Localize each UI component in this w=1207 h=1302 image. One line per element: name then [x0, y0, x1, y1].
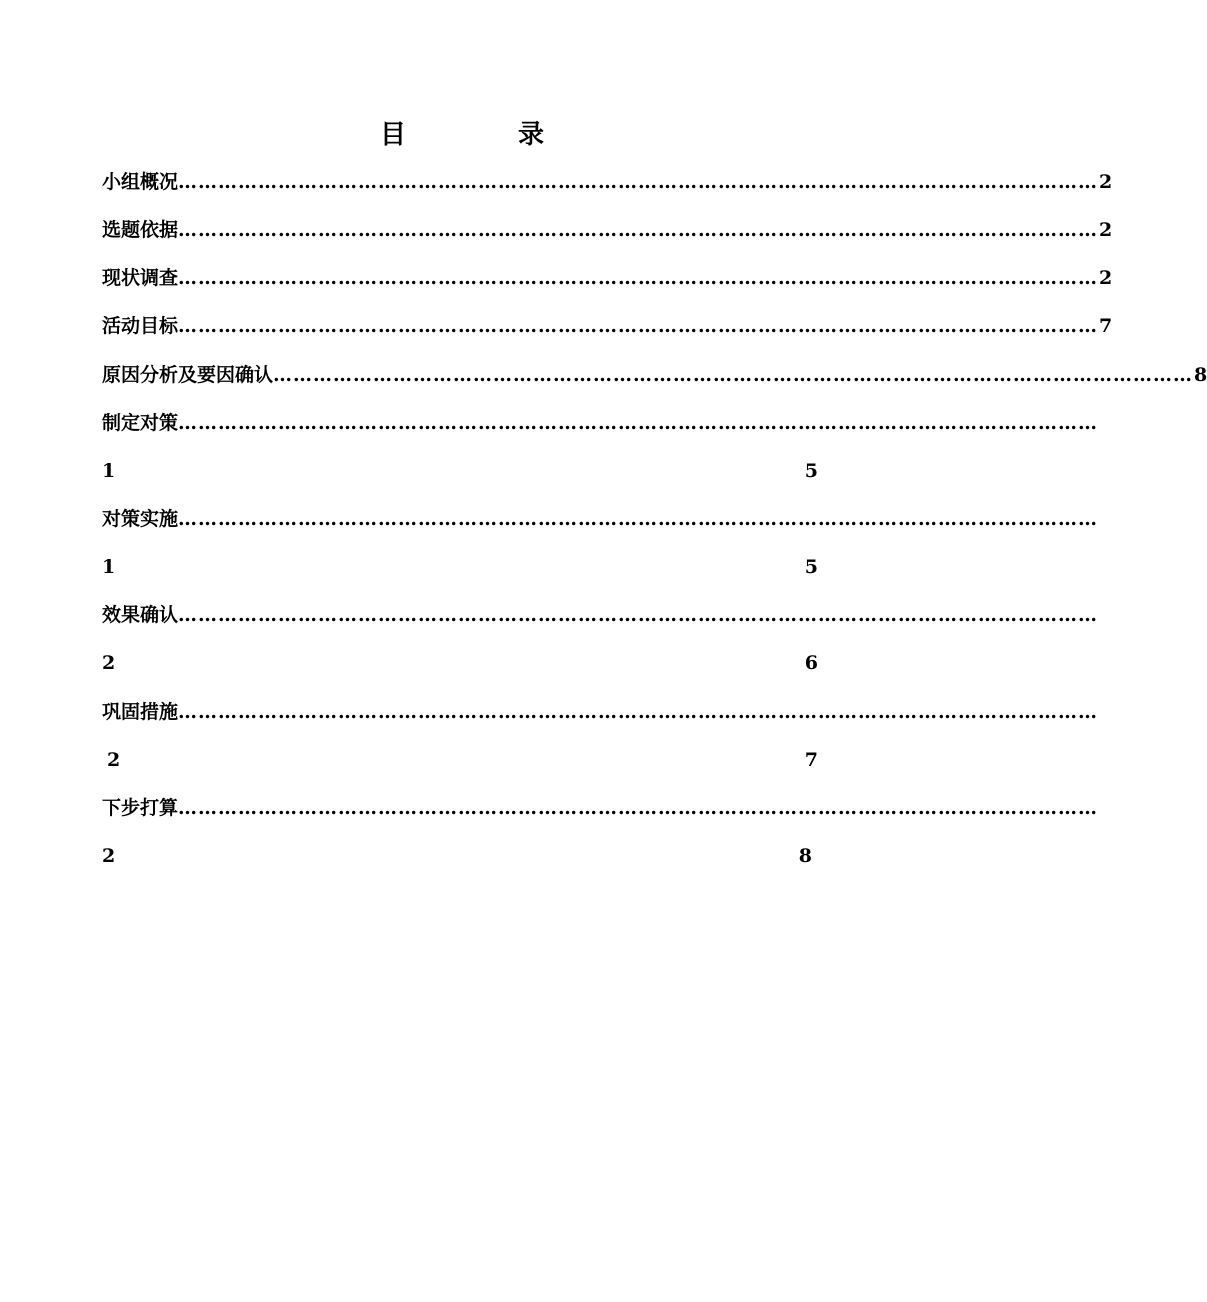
toc-entry-label: 制定对策 — [102, 412, 179, 434]
toc-entry[interactable] — [102, 263, 1113, 293]
toc-entry-label: 巩固措施 — [102, 701, 179, 723]
toc-entry-page-wrap — [102, 745, 818, 775]
toc-entry-label: 下步打算 — [102, 797, 179, 819]
toc-leader-dots: ………………………………………………………………………………………………………………………… — [178, 797, 1099, 819]
toc-leader-dots: ………………………………………………………………………………………………………………………… — [178, 604, 1099, 626]
toc-leader-dots: ………………………………………………………………………………………………………………………… — [178, 412, 1099, 434]
toc-leader-dots: ………………………………………………………………………………………………………………………… — [273, 364, 1194, 386]
toc-entry-page-first: 2 — [102, 652, 116, 674]
toc-leader-dots: ………………………………………………………………………………………………………………………… — [178, 701, 1099, 723]
toc-entry-page: 8 — [1194, 364, 1207, 386]
toc-entry-page-first: 2 — [107, 749, 121, 771]
toc-entry[interactable] — [102, 167, 1113, 197]
toc-leader-dots: ………………………………………………………………………………………………………………………… — [178, 508, 1099, 530]
toc-entry[interactable] — [102, 504, 1099, 534]
toc-entry-page-wrap — [102, 552, 818, 582]
toc-entry[interactable] — [102, 600, 1099, 630]
toc-entry-page-second: 6 — [804, 652, 818, 674]
toc-entry-page-wrap — [102, 456, 818, 486]
toc-entry-page-wrap — [102, 841, 818, 871]
toc-title — [380, 117, 550, 157]
toc-entry[interactable] — [102, 793, 1099, 823]
toc-leader-dots: ………………………………………………………………………………………………………………………… — [178, 219, 1099, 241]
toc-entry-page-wrap — [102, 648, 818, 678]
toc-entry-label: 效果确认 — [102, 604, 179, 626]
toc-entry[interactable] — [102, 697, 1099, 727]
toc-entry[interactable] — [102, 215, 1113, 245]
toc-entry-page: 2 — [1099, 219, 1113, 241]
toc-entry-label: 小组概况 — [102, 171, 179, 193]
toc-entry-page-second: 5 — [804, 556, 818, 578]
toc-leader-dots: ………………………………………………………………………………………………………………………… — [178, 267, 1099, 289]
toc-entry-page-second: 8 — [798, 845, 812, 867]
toc-leader-dots: ………………………………………………………………………………………………………………………… — [178, 315, 1099, 337]
toc-entry[interactable] — [102, 360, 1207, 390]
toc-entry[interactable] — [102, 311, 1113, 341]
toc-entry-page-second: 5 — [804, 460, 818, 482]
toc-title-right: 录 — [518, 120, 545, 150]
toc-entry-label: 原因分析及要因确认 — [102, 364, 274, 386]
toc-entry-label: 对策实施 — [102, 508, 179, 530]
toc-entry-page-first: 1 — [102, 460, 116, 482]
toc-entry-page: 7 — [1099, 315, 1113, 337]
toc-title-left: 目 — [380, 120, 407, 150]
toc-entry-label: 活动目标 — [102, 315, 179, 337]
toc-leader-dots: ………………………………………………………………………………………………………………………… — [178, 171, 1099, 193]
toc-entry-label: 选题依据 — [102, 219, 179, 241]
toc-entry-page: 2 — [1099, 267, 1113, 289]
toc-entry[interactable] — [102, 408, 1099, 438]
toc-entry-label: 现状调查 — [102, 267, 179, 289]
toc-entry-page: 2 — [1099, 171, 1113, 193]
toc-entry-page-first: 2 — [102, 845, 116, 867]
toc-entry-page-first: 1 — [102, 556, 116, 578]
toc-entry-page-second: 7 — [804, 749, 818, 771]
